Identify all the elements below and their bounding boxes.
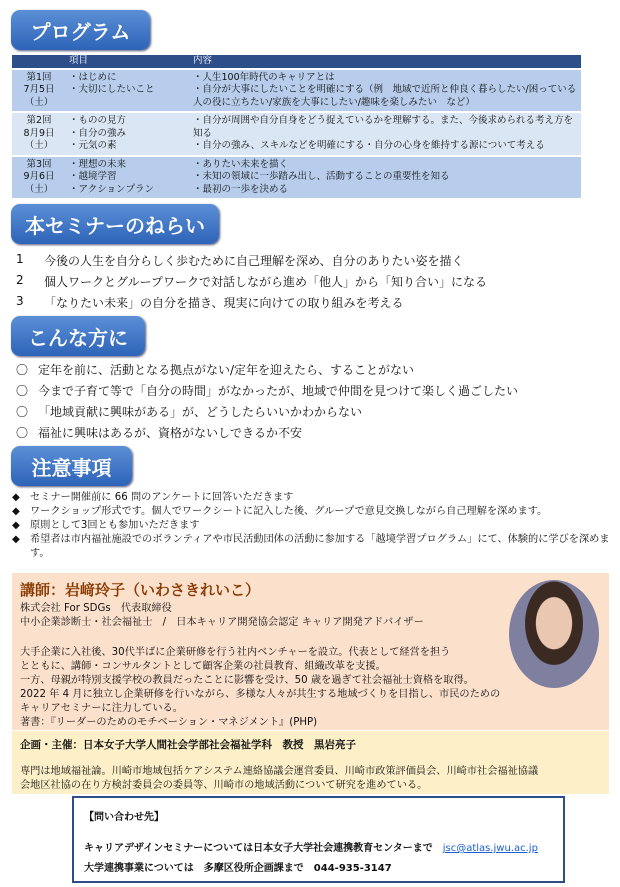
program-table: [12, 55, 581, 198]
session-date: 第2回 8月9日 （土）: [12, 112, 66, 156]
list-item: 〇 今まで子育て等で「自分の時間」がなかったが、地域で仲間を見つけて楽しく過ごしたい: [16, 384, 519, 398]
program-heading: プログラム: [11, 10, 150, 50]
notice-heading: 注意事項: [11, 446, 132, 486]
contact-phone: 大学連携事業については 多摩区役所企画課まで 044-935-3147: [84, 863, 392, 874]
session-content: ・自分が周囲や自分自身をどう捉えているかを理解する。また、今後求められる考え方を知る ・自分の強み、スキルなどを明確にする・自分の心身を維持する源について考える: [190, 112, 581, 156]
list-item: 〇 福祉に興味はあるが、資格がないしできるか不安: [16, 426, 303, 440]
target-list: [16, 361, 518, 445]
organizer-box: 企画・主催：日本女子大学人間社会学部社会福祉学科 教授 黒岩亮子 専門は地域福祉論。川崎市地域包括ケアシステム連絡協議会運営委員、川崎市政策評価員会、川崎市社会福祉協議 会地区社協の在り方検討委員会の委員等、川崎市の地域活動について研究を進めている。: [12, 731, 609, 794]
list-item: ◆ セミナー開催前に 66 問のアンケートに回答いただきます: [12, 492, 294, 503]
target-heading: こんな方に: [11, 316, 145, 356]
contact-title: 【問い合わせ先】: [84, 812, 164, 823]
list-item: 2 個人ワークとグループワークで対話しながら進め「他人」から「知り合い」になる: [16, 273, 488, 289]
list-item: 3 「なりたい未来」の自分を描き、現実に向けての取り組みを考える: [16, 294, 404, 310]
session-items: ・理想の未来 ・越境学習 ・アクションプラン: [66, 156, 190, 199]
session-date: 第1回 7月5日 （土）: [12, 69, 66, 113]
lecturer-box: 講師：岩﨑玲子（いわさきれいこ） 株式会社 For SDGs 代表取締役 中小企業診断士・社会福祉士 / 日本キャリア開発協会認定 キャリア開発アドバイザー 大手企業に入社後、30代半ばに企業研修を行う社内ベンチャーを設立。代表として経営を担う とともに、講師・コンサルタントとして顧客企業の社員教育、組織改革を支援。 一方、母親が特別支援学校の教員だったことに影響を受け、50 歳を過ぎて社会福祉士資格を取得。 2022 年 4 月に独立し企業研修を行いながら、多様な人々が共生する地域づくりを目指し、市民のための キャリアセミナーに注力している。 著書：『リーダーのためのモチベーション・マネジメント』(PHP): [12, 573, 609, 730]
session-date: 第3回 9月6日 （土）: [12, 156, 66, 199]
aim-heading: 本セミナーのねらい: [11, 204, 219, 244]
session-items: ・はじめに ・大切にしたいこと: [66, 69, 190, 113]
header-content: 内容: [190, 55, 581, 69]
list-item: ◆ 希望者は市内福祉施設でのボランティアや市民活動団体の活動に参加する「越境学習プログラム」にて、体験的に学びを深めます。: [12, 534, 610, 559]
organizer-name: 企画・主催：日本女子大学人間社会学部社会福祉学科 教授 黒岩亮子: [20, 739, 356, 751]
email-link[interactable]: jsc@atlas.jwu.ac.jp: [442, 843, 538, 854]
table-row: [12, 112, 581, 156]
lecturer-name: 講師：岩﨑玲子（いわさきれいこ）: [20, 581, 261, 599]
contact-box: 【問い合わせ先】 キャリアデザインセミナーについては日本女子大学社会連携教育センターまで jsc@atlas.jwu.ac.jp 大学連携事業については 多摩区役所企画課まで 044-935-3147: [72, 796, 565, 883]
list-item: 〇 「地域貢献に興味がある」が、どうしたらいいかわからない: [16, 405, 363, 419]
session-content: ・ありたい未来を描く ・未知の領域に一歩踏み出し、活動することの重要性を知る ・最初の一歩を決める: [190, 156, 581, 199]
session-items: ・ものの見方 ・自分の強み ・元気の素: [66, 112, 190, 156]
header-items: 項目: [66, 55, 190, 69]
list-item: ◆ ワークショップ形式です。個人でワークシートに記入した後、グループで意見交換しながら自己理解を深めます。: [12, 506, 548, 517]
table-row: [12, 156, 581, 199]
notice-list: [12, 491, 612, 561]
aim-list: [16, 252, 487, 315]
list-item: ◆ 原則として3回とも参加いただきます: [12, 520, 200, 531]
table-row: [12, 69, 581, 113]
list-item: 1 今後の人生を自分らしく歩むために自己理解を深め、自分のありたい姿を描く: [16, 252, 464, 268]
lecturer-photo: [509, 580, 599, 688]
list-item: 〇 定年を前に、活動となる拠点がない/定年を迎えたら、することがない: [16, 363, 415, 377]
session-content: ・人生100年時代のキャリアとは ・自分が大事にしたいことを明確にする（例 地域で近所と仲良く暮らしたい/困っている人の役に立ちたい/家族を大事にしたい/趣味を楽しみたい など）: [190, 69, 581, 113]
